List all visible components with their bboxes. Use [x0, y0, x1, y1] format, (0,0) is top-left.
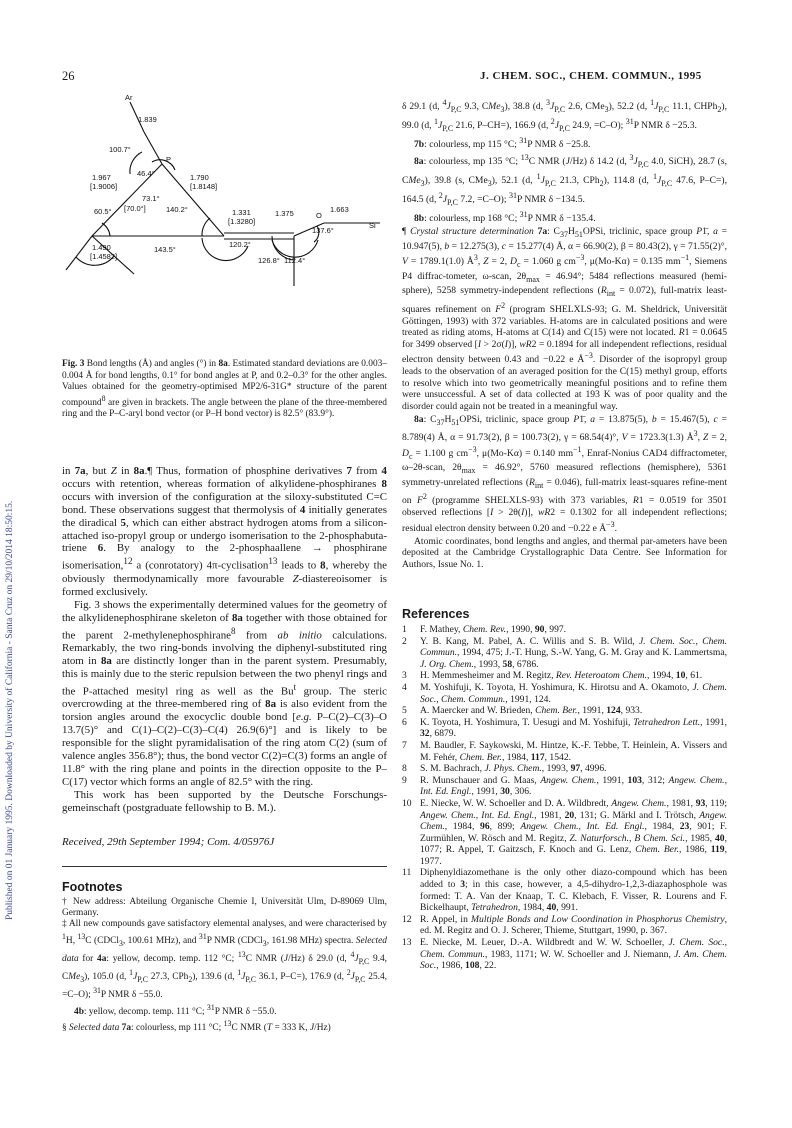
page-number: 26	[62, 69, 75, 83]
reference-number: 6	[402, 716, 407, 728]
label-73-1: 73.1°	[142, 194, 160, 203]
body-paragraph: in 7a, but Z in 8a.¶ Thus, formation of phosphine derivatives 7 from 4 occurs with retention, whereas formation of alkylidene-phosphiranes 8 occurs with inversion of the configuration at the siloxy-substituted C=C bond. These observations suggest that thermolysis of 4 initially generates the diradical 5, which can either abstract hydrogen atoms from a silicon-attached iso-propyl group or undergo isomerisation to the 2-phosphabuta-triene 6. By analogy to the 2-phosphaallene → phosphirane isomerisation,$^{12}$ a (conrotatory) 4π-cyclisation$^{13}$ leads to 8, whereby the obviously thermodynamically more favourable Z-diastereoisomer is formed exclusively.	[62, 465, 388, 598]
reference-text: A. Maercker and W. Brieden, Chem. Ber., 1991, 124, 933.	[420, 705, 643, 717]
label-126-8: 126.8°	[258, 256, 280, 265]
footnote: ‡ All new compounds gave satisfactory elemental analyses, and were characterised by $^1$H, $^{13}$C (CDCl$_3$, 100.61 MHz), and $^{31}$P NMR (CDCl$_3$, 161.98 MHz) spectra. Selected data for 4a: yellow, decomp. temp. 112 °C; $^{13}$C NMR (J/Hz) δ 29.0 (d, $^4J_{P,C}$ 9.4, CMe$_3$), 105.0 (d, $^1J_{P,C}$ 27.3, CPh$_2$), 139.6 (d, $^1J_{P,C}$ 36.1, P–C=), 176.9 (d, $^2J_{P,C}$ 25.4, =C–O); $^{31}$P NMR δ −55.0.	[62, 919, 388, 1001]
figure-caption-text: Fig. 3 Bond lengths (Å) and angles (°) in 8a. Estimated standard deviations are 0.003–0.004 Å for bond lengths, 0.1° for bond angles at P, and 0.2–0.3° for the other angles. Values obtained for the geometry-optimised MP2/6-31G* structure of the parent compound$^8$ are given in brackets. The angle between the plane of the three-membered ring and the P–C-aryl bond vector (or P–H bond vector) is 82.5° (83.9°).	[62, 359, 388, 420]
body-paragraph: Fig. 3 shows the experimentally determined values for the geometry of the alkylidenephosphirane skeleton of 8a together with those obtained for the parent 2-methylenephosphirane$^8$ from ab initio calculations. Remarkably, the two ring-bonds involving the diphenyl-substituted ring atom in 8a are distinctly longer than in the parent system. Presumably, this is mainly due to the steric repulsion between the two phenyl rings and the P-attached mesityl ring as well as the Bu$^t$ group. The steric overcrowding at the three-membered ring of 8a is also evident from the torsion angles around the exocyclic double bond [e.g. P–C(2)–C(3)–O 13.7(5)° and C(1)–C(2)–C(3)–C(4) 26.9(6)°] and is likely to be responsible for the slight pyramidalisation of the ring atom C(2) (sum of valence angles 356.8°); thus, the bond vector C(2)=C(3) forms an angle of 11.8° with the ring plane and points in the direction opposite to the P–C(17) vector which forms an angle of 82.5° with the ring.	[62, 598, 388, 788]
reference-item	[402, 705, 727, 717]
footnotes	[62, 897, 387, 1034]
reference-item	[402, 914, 727, 937]
reference-number: 3	[402, 670, 407, 682]
reference-number: 11	[402, 867, 412, 879]
label-1967: 1.967	[92, 173, 111, 182]
reference-number: 7	[402, 739, 407, 751]
crystal-data-column	[402, 97, 727, 571]
angle-arc-c3	[272, 240, 318, 257]
reference-text: M. Baudler, F. Saykowski, M. Hintze, K.-F. Tebbe, T. Heinlein, A. Vissers and M. Fehér, Chem. Ber., 1984, 117, 1542.	[420, 739, 727, 763]
reference-text: E. Niecke, M. Leuer, D.-A. Wildbredt and W. W. Schoeller, J. Chem. Soc., Chem. Commun., 1983, 1171; W. W. Schoeller and J. Niemann, J. Am. Chem. Soc., 1986, 108, 22.	[420, 937, 727, 972]
data-paragraph: 8a: $C_{37}H_{51}OPSi$, triclinic, space group P1̄, a = 13.875(5), b = 15.467(5), c = 8.789(4) Å, α = 91.73(2), β = 100.73(2), γ = 68.54(4)°, V = 1723.3(1.3) $Å^3$, Z = 2, $D_c = 1.100$ g $cm^{-3}$, μ(Mo-Kα) = 0.140 $mm^{-1}$, Enraf-Nonius CAD4 diffractometer, ω–2θ-scan, $2\theta_{max} = 46.92^\circ$, 5760 measured reflections (hemisphere), 5361 symmetry-unrelated reflections $(R_{int} = 0.046)$, full-matrix least-squares refine-ment on $F^2$ (programme SHELXLS-93) with 373 variables, R1 = 0.0519 for 3501 observed reflections [I > 2θ(I)], wR2 = 0.1302 for all independent reflections; residual electron density between 0.20 and −0.22 e $Å^{-3}$.	[402, 413, 728, 535]
data-paragraph: ¶ Crystal structure determination 7a: $C_{37}H_{51}OPSi$, triclinic, space group P1̄, a = 10.947(5), b = 12.275(3), c = 15.277(4) Å, α = 66.90(2), β = 80.43(2), γ = 71.55(2)°, V = 1789.1(1.0) $Å^3$, Z = 2, $D_c = 1.060$ g $cm^{-3}$, μ(Mo-Kα) = 0.135 $mm^{-1}$, Siemens P4 diffrac-tometer, ω-scan, $2\theta_{max} = 46.94^\circ$; 5484 reflections measured (hemi-sphere), 5258 symmetry-independent reflections $(R_{int} = 0.072)$, full-matrix least-squares refinement on $F^2$ (program SHELXLS-93; G. M. Sheldrick, Universität Göttingen, 1993) with 372 variables. H-atoms are in calculated positions and were treated as riding atoms, H-atoms at C(14) and C(15) were not located. R1 = 0.0645 for 3499 observed [I > 2σ(I)], wR2 = 0.1894 for all independent reflections, residual electron density between 0.43 and −0.22 e $Å^{-3}$. Disorder of the isopropyl group leads to the observation of an averaged position for the C(15) methyl group, efforts to resolve which into two geometrically meaningful positions and to refine them were unsuccessful. A set of data collected at 193 K was of poor quality and the disorder could again not be treated in a meaningful way.	[402, 226, 728, 412]
reference-text: S. M. Bachrach, J. Phys. Chem., 1993, 97, 4996.	[420, 763, 607, 775]
journal-header: J. CHEM. SOC., CHEM. COMMUN., 1995	[480, 70, 702, 82]
label-1-3280: [1.3280]	[228, 217, 256, 226]
label-1-9006: [1.9006]	[90, 182, 118, 191]
figure-caption	[62, 350, 387, 430]
figure-3-diagram	[62, 90, 392, 345]
reference-text: R. Munschauer and G. Maas, Angew. Chem., 1991, 103, 312; Angew. Chem., Int. Ed. Engl., 1991, 30, 306.	[420, 774, 727, 798]
data-paragraph: 8a: colourless, mp 135 °C; $^{13}$C NMR (J/Hz) δ 14.2 (d, $^3J_{P,C}$ 4.0, SiCH), 28.7 (s, CMe$_3$), 39.8 (s, CMe$_3$), 52.1 (d, $^1J_{P,C}$ 21.3, CPh$_2$), 114.8 (d, $^1J_{P,C}$ 47.6, P–C=), 164.5 (d, $^2J_{P,C}$ 7.2, =C–O); $^{31}$P NMR δ −134.5.	[402, 153, 728, 207]
reference-item	[402, 867, 727, 913]
label-1790: 1.790	[190, 173, 209, 182]
label-140-2: 140.2°	[166, 205, 188, 214]
reference-item	[402, 624, 727, 636]
reference-number: 10	[402, 797, 412, 809]
reference-item	[402, 763, 727, 775]
footnote: † New address: Abteilung Organische Chemie I, Universität Ulm, D-89069 Ulm, Germany.	[62, 897, 387, 919]
label-1-8148: [1.8148]	[190, 182, 218, 191]
label-46-4: 46.4°	[137, 169, 155, 178]
label-137-6: 137.6°	[312, 226, 334, 235]
reference-number: 12	[402, 913, 412, 925]
label-1663: 1.663	[330, 205, 349, 214]
reference-number: 1	[402, 624, 407, 635]
data-paragraph: 7b: colourless, mp 115 °C; $^{31}$P NMR δ −25.8.	[414, 136, 591, 151]
footnote-rule	[62, 866, 387, 867]
label-143-5: 143.5°	[154, 245, 176, 254]
reference-text: F. Mathey, Chem. Rev., 1990, 90, 997.	[420, 624, 567, 635]
reference-number: 9	[402, 774, 407, 786]
reference-item	[402, 740, 727, 763]
label-60-5: 60.5°	[94, 207, 112, 216]
footnotes-heading: Footnotes	[62, 880, 123, 894]
reference-item	[402, 670, 727, 682]
reference-item	[402, 798, 727, 868]
label-120-2: 120.2°	[229, 240, 251, 249]
label-1331: 1.331	[232, 208, 251, 217]
footnote: 4b: yellow, decomp. temp. 111 °C; $^{31}$P NMR δ −55.0.	[74, 1002, 277, 1017]
body-paragraph: This work has been supported by the Deutsche Forschungs-gemeinschaft (postgraduate fellowship to B. M.).	[62, 788, 387, 814]
reference-text: E. Niecke, W. W. Schoeller and D. A. Wildbredt, Angew. Chem., 1981, 93, 119; Angew. Chem., Int. Ed. Engl., 1981, 20, 131; G. Märkl and I. Trötsch, Angew. Chem., 1984, 96, 899; Angew. Chem., Int. Ed. Engl., 1984, 23, 901; F. Zurmühlen, W. Rösch and M. Regitz, Z. Naturforsch., B Chem. Sci., 1985, 40, 1077; R. Appel, T. Gaitzsch, F. Knoch and G. Lenz, Chem. Ber., 1986, 119, 1977.	[420, 797, 728, 867]
main-text	[62, 465, 387, 814]
references-heading: References	[402, 607, 470, 621]
label-100-7: 100.7°	[109, 145, 131, 154]
reference-text: M. Yoshifuji, K. Toyota, H. Yoshimura, K. Hirotsu and A. Okamoto, J. Chem. Soc., Chem. Commun., 1991, 124.	[420, 681, 728, 705]
reference-item	[402, 937, 727, 972]
reference-number: 13	[402, 937, 412, 949]
reference-number: 8	[402, 763, 407, 775]
footnote: § Selected data 7a: colourless, mp 111 °C; $^{13}$C NMR (T = 333 K, J/Hz)	[62, 1018, 331, 1033]
label-1490: 1.490	[92, 243, 111, 252]
reference-text: H. Memmesheimer and M. Regitz, Rev. Heteroatom Chem., 1994, 10, 61.	[420, 670, 703, 682]
label-1-4582: [1.4582]	[90, 252, 118, 261]
data-paragraph: 8b: colourless, mp 168 °C; $^{31}$P NMR δ −135.4.	[414, 210, 596, 225]
label-si: Si	[369, 221, 376, 230]
label-ar: Ar	[125, 93, 133, 102]
label-1375: 1.375	[275, 209, 294, 218]
label-70-0: [70.0°]	[124, 204, 146, 213]
reference-number: 4	[402, 681, 407, 693]
reference-item	[402, 775, 727, 798]
angle-arc-c2	[202, 218, 210, 236]
figure-3	[62, 90, 392, 345]
download-notice-text: Published on 01 January 1995. Downloaded by University of California - Santa Cruz on 29/10/2014 18:50:15.	[5, 500, 15, 920]
reference-text: Diphenyldiazomethane is the only other diazo-compound which has been added to 3; in this case, however, a 4,5-dihydro-1,2,3-diazaphosphole was formed: T. A. Van der Knaap, T. C. Klebach, F. Visser, R. Lourens and F. Bickelhaupt, Tetrahedron, 1984, 40, 991.	[420, 867, 727, 914]
download-notice[interactable]	[3, 220, 19, 920]
reference-item	[402, 717, 727, 740]
reference-item	[402, 636, 727, 671]
label-1839: 1.839	[138, 115, 157, 124]
reference-text: R. Appel, in Multiple Bonds and Low Coordination in Phosphorus Chemistry, ed. M. Regitz and O. J. Scherer, Thieme, Stuttgart, 1990, p. 367.	[420, 913, 727, 937]
data-paragraph: Atomic coordinates, bond lengths and angles, and thermal par-ameters have been deposited at the Cambridge Crystallographic Data Centre. See Information for Authors, Issue No. 1.	[402, 535, 727, 570]
label-o: O	[316, 211, 322, 220]
label-p: P	[166, 155, 172, 164]
received-date: Received, 29th September 1994; Com. 4/05976J	[62, 836, 275, 848]
references-list	[402, 624, 727, 972]
label-112-4: 112.4°	[284, 256, 306, 265]
data-paragraph: δ 29.1 (d, $^4J_{P,C}$ 9.3, CMe$_3$), 38.8 (d, $^3J_{P,C}$ 2.6, CMe$_3$), 52.2 (d, $^1J_{P,C}$ 11.1, CHPh$_2$), 99.0 (d, $^1J_{P,C}$ 21.6, P–CH=), 166.9 (d, $^2J_{P,C}$ 24.9, =C–O); $^{31}$P NMR δ −25.3.	[402, 98, 727, 133]
reference-item	[402, 682, 727, 705]
reference-number: 5	[402, 705, 407, 717]
reference-text: Y. B. Kang, M. Pabel, A. C. Willis and S. B. Wild, J. Chem. Soc., Chem. Commun., 1994, 475; J.-T. Hung, S.-W. Yang, G. M. Gray and K. Lammertsma, J. Org. Chem., 1993, 58, 6786.	[420, 635, 728, 670]
reference-number: 2	[402, 635, 407, 647]
reference-text: K. Toyota, H. Yoshimura, T. Uesugi and M. Yoshifuji, Tetrahedron Lett., 1991, 32, 6879.	[420, 716, 727, 740]
